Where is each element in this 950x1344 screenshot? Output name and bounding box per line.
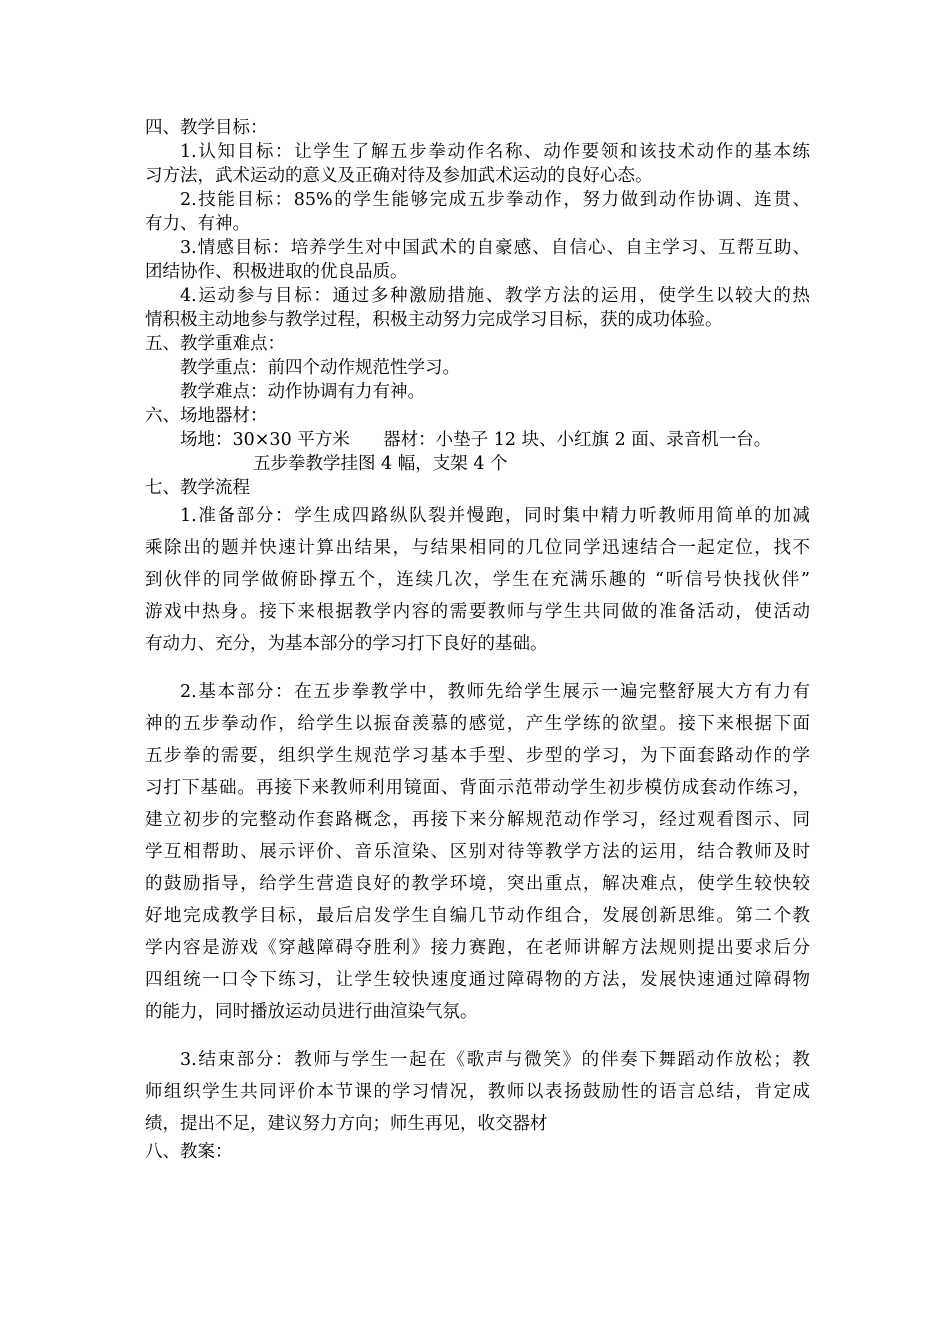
paragraph-line: 1.认知目标：让学生了解五步拳动作名称、动作要领和该技术动作的基本练 bbox=[180, 142, 810, 162]
paragraph-line: 四组统一口令下练习，让学生较快速度通过障碍物的方法，发展快速通过障碍物 bbox=[145, 970, 810, 990]
paragraph-line: 乘除出的题并快速计算出结果，与结果相同的几位同学迅速结合一起定位，找不 bbox=[145, 538, 810, 558]
section-heading-lesson-plan: 八、教案： bbox=[145, 1142, 233, 1162]
paragraph-line: 2.基本部分：在五步拳教学中，教师先给学生展示一遍完整舒展大方有力有 bbox=[180, 682, 810, 702]
paragraph-line: 的鼓励指导，给学生营造良好的教学环境，突出重点，解决难点，使学生较快较 bbox=[145, 874, 810, 894]
paragraph-line: 五步拳教学挂图 4 幅，支架 4 个 bbox=[253, 454, 508, 474]
paragraph-line: 师组织学生共同评价本节课的学习情况，教师以表扬鼓励性的语言总结，肯定成 bbox=[145, 1082, 810, 1102]
paragraph-line: 有力、有神。 bbox=[145, 214, 250, 234]
section-heading-key-points: 五、教学重难点： bbox=[145, 334, 285, 354]
paragraph-line: 1.准备部分：学生成四路纵队裂并慢跑，同时集中精力听教师用简单的加减 bbox=[180, 506, 810, 526]
paragraph-line: 团结协作、积极进取的优良品质。 bbox=[145, 262, 408, 282]
section-heading-objectives: 四、教学目标： bbox=[145, 118, 268, 138]
paragraph-line: 的能力，同时播放运动员进行曲渲染气氛。 bbox=[145, 1002, 478, 1022]
paragraph-line: 习方法，武术运动的意义及正确对待及参加武术运动的良好心态。 bbox=[145, 166, 653, 186]
paragraph-line: 场地：30×30 平方米 器材：小垫子 12 块、小红旗 2 面、录音机一台。 bbox=[180, 430, 772, 450]
paragraph-line: 五步拳的需要，组织学生规范学习基本手型、步型的学习，为下面套路动作的学 bbox=[145, 746, 810, 766]
paragraph-line: 习打下基础。再接下来教师利用镜面、背面示范带动学生初步模仿成套动作练习， bbox=[145, 778, 810, 798]
section-heading-venue: 六、场地器材： bbox=[145, 406, 268, 426]
paragraph-line: 绩，提出不足，建议努力方向；师生再见，收交器材 bbox=[145, 1114, 548, 1134]
paragraph-line: 到伙伴的同学做俯卧撑五个，连续几次，学生在充满乐趣的 “听信号快找伙伴” bbox=[145, 570, 810, 590]
paragraph-line: 建立初步的完整动作套路概念，再接下来分解规范动作学习，经过观看图示、同 bbox=[145, 810, 810, 830]
paragraph-line: 情积极主动地参与教学过程，积极主动努力完成学习目标，获的成功体验。 bbox=[145, 310, 723, 330]
paragraph-line: 3.结束部分：教师与学生一起在《歌声与微笑》的伴奏下舞蹈动作放松；教 bbox=[180, 1050, 810, 1070]
paragraph-line: 有动力、充分，为基本部分的学习打下良好的基础。 bbox=[145, 634, 548, 654]
paragraph-line: 3.情感目标：培养学生对中国武术的自豪感、自信心、自主学习、互帮互助、 bbox=[180, 238, 810, 258]
section-heading-process: 七、教学流程 bbox=[145, 478, 250, 498]
paragraph-line: 教学难点：动作协调有力有神。 bbox=[180, 382, 425, 402]
paragraph-line: 2.技能目标：85%的学生能够完成五步拳动作，努力做到动作协调、连贯、 bbox=[180, 190, 810, 210]
paragraph-line: 好地完成教学目标，最后启发学生自编几节动作组合，发展创新思维。第二个教 bbox=[145, 906, 810, 926]
paragraph-line: 学内容是游戏《穿越障碍夺胜利》接力赛跑，在老师讲解方法规则提出要求后分 bbox=[145, 938, 810, 958]
paragraph-line: 教学重点：前四个动作规范性学习。 bbox=[180, 358, 460, 378]
paragraph-line: 游戏中热身。接下来根据教学内容的需要教师与学生共同做的准备活动，使活动 bbox=[145, 602, 810, 622]
paragraph-line: 神的五步拳动作，给学生以振奋羡慕的感觉，产生学练的欲望。接下来根据下面 bbox=[145, 714, 810, 734]
paragraph-line: 4.运动参与目标：通过多种激励措施、教学方法的运用，使学生以较大的热 bbox=[180, 286, 810, 306]
paragraph-line: 学互相帮助、展示评价、音乐渲染、区别对待等教学方法的运用，结合教师及时 bbox=[145, 842, 810, 862]
